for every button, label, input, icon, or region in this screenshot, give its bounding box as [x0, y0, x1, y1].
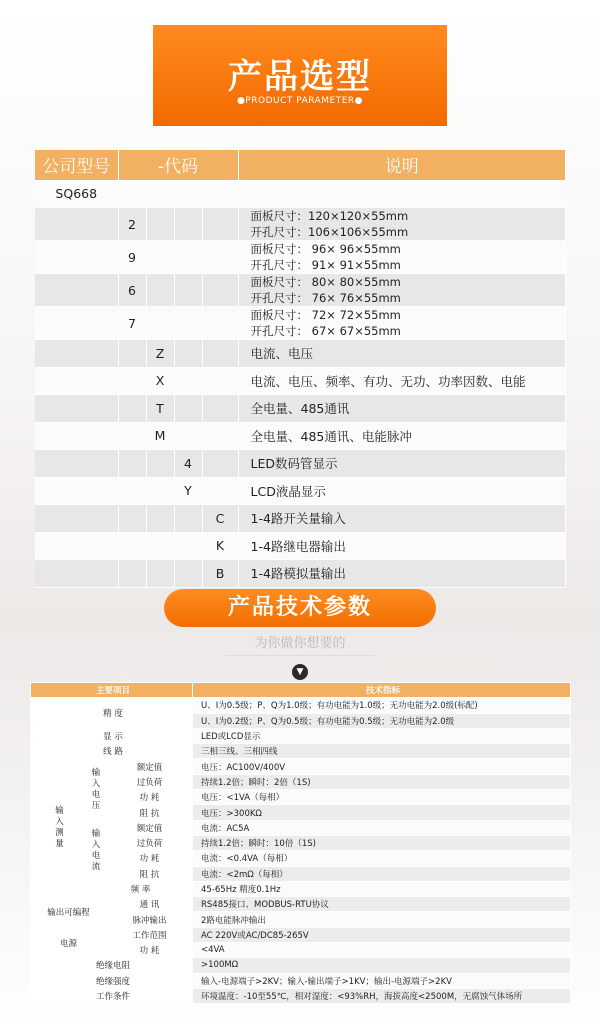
option-description: 1-4路继电器输出 [238, 532, 566, 560]
option-description: 1-4路模拟量输出 [238, 560, 566, 588]
power-consumption-label: 功 耗 [104, 943, 193, 958]
selection-row [35, 340, 566, 368]
selection-row [35, 422, 566, 450]
voltage-power-label: 功 耗 [104, 790, 193, 805]
option-description: 电流、电压 [238, 340, 566, 368]
option-code: 7 [118, 307, 146, 340]
voltage-impedance-value: 电压：>300KΩ [193, 805, 571, 820]
strength-label: 绝缘强度 [31, 973, 193, 988]
output-comm-label: 通 讯 [104, 897, 193, 912]
banner-subtitle: ●PRODUCT PARAMETER● [236, 96, 364, 106]
line-label: 线 路 [31, 744, 193, 759]
selection-row [35, 307, 566, 340]
precision-1: U、I为0.5级；P、Q为1.0级；有功电能为1.0级；无功电能为2.0级(标配) [193, 698, 571, 713]
power-label: 电源 [31, 927, 104, 958]
strength-value: 输入-电源端子>2KV；输入-输出端子>1KV；输出-电源端子>2KV [193, 973, 571, 988]
line-value: 三相三线、三相四线 [193, 744, 571, 759]
precision-label: 精 度 [31, 698, 193, 729]
frequency-label: 频 率 [86, 881, 193, 896]
option-description: 1-4路开关量输入 [238, 505, 566, 533]
option-dimensions [238, 208, 566, 241]
selection-row [35, 395, 566, 423]
chevron-down-icon: ▼ [292, 664, 308, 680]
selection-row [35, 367, 566, 395]
current-rated-value: 电流：AC5A [193, 820, 571, 835]
option-dimensions [238, 241, 566, 274]
option-code: 6 [118, 274, 146, 307]
selection-row [35, 477, 566, 505]
current-impedance-label: 阻 抗 [104, 866, 193, 881]
insulation-value: >100MΩ [193, 958, 571, 973]
option-code: 2 [118, 208, 146, 241]
voltage-impedance-label: 阻 抗 [104, 805, 193, 820]
precision-2: U、I为0.2级；P、Q为0.5级；有功电能为0.5级；无功电能为2.0级 [193, 713, 571, 728]
cutout-size: 开孔尺寸： 91× 91×55mm [250, 258, 401, 272]
current-power-value: 电流：<0.4VA（每相） [193, 851, 571, 866]
cutout-size: 开孔尺寸：106×106×55mm [250, 225, 409, 239]
output-pulse-label: 脉冲输出 [104, 912, 193, 927]
option-description: 全电量、485通讯 [238, 395, 566, 423]
power-consumption-value: <4VA [193, 943, 571, 958]
voltage-rated-label: 额定值 [104, 759, 193, 774]
panel-size: 面板尺寸：120×120×55mm [250, 209, 409, 223]
current-power-label: 功 耗 [104, 851, 193, 866]
display-label: 显 示 [31, 728, 193, 743]
panel-size: 面板尺寸： 72× 72×55mm [250, 308, 401, 322]
output-pulse-value: 2路电能脉冲输出 [193, 912, 571, 927]
spec-header-value: 技术指标 [193, 683, 571, 698]
selection-row [35, 274, 566, 307]
model-name: SQ668 [35, 180, 118, 208]
selection-row [35, 208, 566, 241]
option-dimensions [238, 307, 566, 340]
spec-header-item: 主要项目 [31, 683, 193, 698]
selection-row [35, 505, 566, 533]
panel-size: 面板尺寸： 96× 96×55mm [250, 242, 401, 256]
frequency-value: 45-65Hz 精度0.1Hz [193, 881, 571, 896]
option-description: LCD液晶显示 [238, 477, 566, 505]
option-code: Z [146, 340, 174, 368]
option-description: 电流、电压、频率、有功、无功、功率因数、电能 [238, 367, 566, 395]
output-label: 输出可编程 [31, 897, 104, 928]
power-range-label: 工作范围 [104, 927, 193, 942]
power-range-value: AC 220V或AC/DC85-265V [193, 927, 571, 942]
option-code: C [202, 505, 238, 533]
option-description: 全电量、485通讯、电能脉冲 [238, 422, 566, 450]
header-code: -代码 [118, 150, 238, 180]
environment-value: 环境温度：-10至55℃，相对湿度：<93%RH，海拔高度<2500M，无腐蚀气体场所 [193, 988, 571, 1003]
product-selection-banner [153, 25, 447, 126]
voltage-rated-value: 电压：AC100V/400V [193, 759, 571, 774]
option-description: LED数码管显示 [238, 450, 566, 478]
spec-table [30, 682, 571, 1004]
panel-size: 面板尺寸： 80× 80×55mm [250, 275, 401, 289]
output-comm-value: RS485接口、MODBUS-RTU协议 [193, 897, 571, 912]
selection-row [35, 532, 566, 560]
display-value: LED或LCD显示 [193, 728, 571, 743]
selection-table [35, 150, 566, 588]
current-overload-value: 持续1.2倍；瞬时：10倍（1S) [193, 835, 571, 850]
option-code: M [146, 422, 174, 450]
voltage-label: 输 入 电 压 [86, 759, 104, 820]
option-code: 9 [118, 241, 146, 274]
voltage-power-value: 电压：<1VA（每相） [193, 790, 571, 805]
selection-row [35, 560, 566, 588]
banner-title: 产品选型 [228, 57, 372, 97]
selection-row [35, 241, 566, 274]
voltage-overload-label: 过负荷 [104, 774, 193, 789]
option-code: T [146, 395, 174, 423]
current-label: 输 入 电 流 [86, 820, 104, 881]
input-label: 输 入 测 量 [31, 759, 86, 897]
option-code: B [202, 560, 238, 588]
option-code: X [146, 367, 174, 395]
header-desc: 说明 [238, 150, 566, 180]
option-code: 4 [174, 450, 202, 478]
cutout-size: 开孔尺寸： 76× 76×55mm [250, 291, 401, 305]
voltage-overload-value: 持续1.2倍；瞬时：2倍（1S) [193, 774, 571, 789]
tech-title: 产品技术参数 [164, 589, 436, 627]
current-rated-label: 额定值 [104, 820, 193, 835]
current-impedance-value: 电流：<2mΩ（每相） [193, 866, 571, 881]
option-code: K [202, 532, 238, 560]
cutout-size: 开孔尺寸： 67× 67×55mm [250, 324, 401, 338]
current-overload-label: 过负荷 [104, 835, 193, 850]
environment-label: 工作条件 [31, 988, 193, 1003]
header-model: 公司型号 [35, 150, 118, 180]
option-dimensions [238, 274, 566, 307]
tech-subtitle: 为你做你想要的 [254, 636, 346, 651]
insulation-label: 绝缘电阻 [31, 958, 193, 973]
option-code: Y [174, 477, 202, 505]
selection-row [35, 450, 566, 478]
divider [225, 655, 375, 656]
